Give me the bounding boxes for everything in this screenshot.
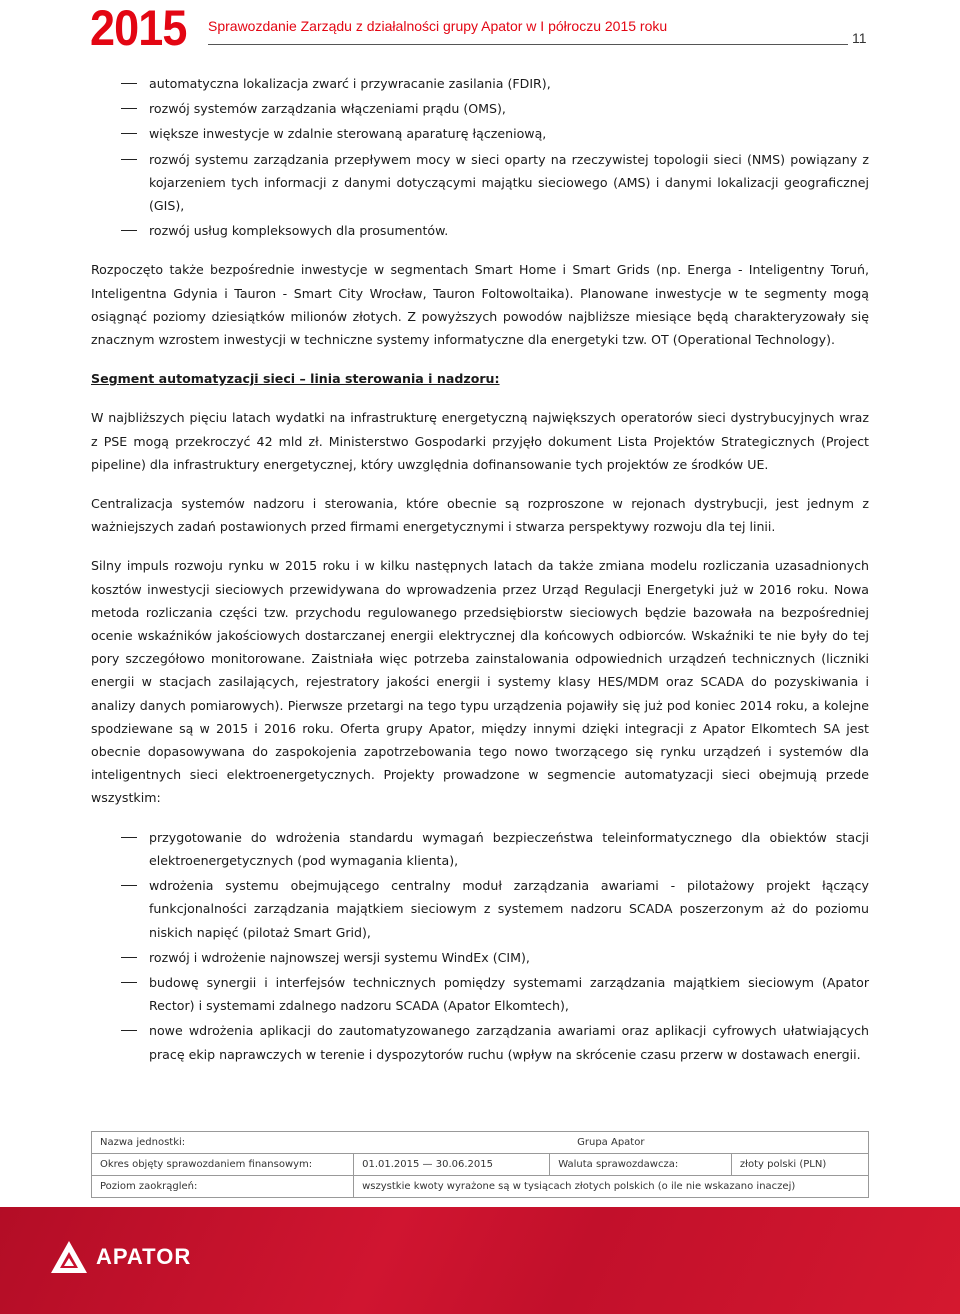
list-item: rozwój systemu zarządzania przepływem mocy w sieci oparty na rzeczywistej topologii sieci (NMS) powiązany z kojarzeniem tych informacji z danymi dotyczącymi majątku sieciowego (AMS) i danymi lokalizacji geograficznej (GIS), <box>91 148 869 218</box>
report-year: 2015 <box>90 0 187 56</box>
paragraph-infrastructure-spending: W najbliższych pięciu latach wydatki na infrastrukturę energetyczną największych operatorów sieci dystrybucyjnych wraz z PSE mogą przekroczyć 42 mld zł. Ministerstwo Gospodarki przyjęło dokument Lista Projektów Strategicznych (Project pipeline) dla infrastruktury energetycznej, który uwzględnia dofinansowanie tych projektów ze środków UE. <box>91 410 869 472</box>
dash-bullet-icon <box>121 957 137 958</box>
rounding-value: wszystkie kwoty wyrażone są w tysiącach złotych polskich (o ile nie wskazano inaczej) <box>354 1176 869 1198</box>
document-body <box>91 72 869 1082</box>
dash-bullet-icon <box>121 83 137 84</box>
table-row <box>92 1132 869 1154</box>
paragraph-centralization: Centralizacja systemów nadzoru i sterowania, które obecnie są rozproszone w rejonach dystrybucji, jest jednym z ważniejszych zadań postawionych przed firmami energetycznymi i stwarza perspektywy rozwoju dla tej linii. <box>91 496 869 535</box>
list-item: rozwój i wdrożenie najnowszej wersji systemu WindEx (CIM), <box>91 946 869 969</box>
entity-value: Grupa Apator <box>354 1132 869 1154</box>
paragraph-smart-grid-investments: Rozpoczęto także bezpośrednie inwestycje w segmentach Smart Home i Smart Grids (np. Energa - Inteligentny Toruń, Inteligentna Gdynia i Tauron - Smart City Wrocław, Tauron Foltowoltaika). Planowane inwestycje w te segmenty mogą osiągnąć poziomy dziesiątków milionów złotych. Z powyższych powodów najbliższe miesiące będą charakteryzowały się znacznym wzrostem inwestycji w techniczne systemy informatyczne dla energetyki tzw. OT (Operational Technology). <box>91 262 869 348</box>
dash-bullet-icon <box>121 982 137 983</box>
dash-bullet-icon <box>121 885 137 886</box>
list-item: przygotowanie do wdrożenia standardu wymagań bezpieczeństwa teleinformatycznego dla obiektów stacji elektroenergetycznych (pod wymagania klienta), <box>91 826 869 872</box>
bullet-list-grid-solutions <box>91 72 869 242</box>
list-item: większe inwestycje w zdalnie sterowaną aparaturę łączeniową, <box>91 122 869 145</box>
period-value: 01.01.2015 — 30.06.2015 <box>354 1154 550 1176</box>
dash-bullet-icon <box>121 837 137 838</box>
page-number: 11 <box>852 30 867 46</box>
table-row <box>92 1154 869 1176</box>
dash-bullet-icon <box>121 230 137 231</box>
list-item: rozwój systemów zarządzania włączeniami prądu (OMS), <box>91 97 869 120</box>
rounding-label: Poziom zaokrągleń: <box>92 1176 354 1198</box>
currency-label: Waluta sprawozdawcza: <box>550 1154 732 1176</box>
list-item: nowe wdrożenia aplikacji do zautomatyzowanego zarządzania awariami oraz aplikacji cyfrowych ułatwiających pracę ekip naprawczych w terenie i dyspozytorów ruchu (wpływ na skrócenie czasu przerw w dostawach energii. <box>91 1019 869 1065</box>
list-item: wdrożenia systemu obejmującego centralny moduł zarządzania awariami - pilotażowy projekt łączący funkcjonalności zarządzania majątkiem sieciowym z systemem nadzoru SCADA poszerzonym aż do poziomu niskich napięć (pilotaż Smart Grid), <box>91 874 869 944</box>
logo-wordmark: APATOR <box>96 1244 192 1269</box>
dash-bullet-icon <box>121 133 137 134</box>
bullet-list-projects <box>91 826 869 1066</box>
entity-label: Nazwa jednostki: <box>92 1132 354 1154</box>
paragraph-market-impulse: Silny impuls rozwoju rynku w 2015 roku i w kilku następnych latach da także zmiana modelu rozliczania uzasadnionych kosztów inwestycji sieciowych przewidywana do wprowadzenia przez Urząd Regulacji Energetyki już w 2016 roku. Nowa metoda rozliczania części tzw. przychodu regulowanego przedsiębiorstw sieciowych będzie bazowała na bezpośredniej ocenie wskaźników jakościowych dostarczanej energii elektrycznej dla końcowych odbiorców. Wskaźniki te nie były do tej pory szczegółowo monitorowane. Zaistniała więc potrzeba zainstalowania odpowiednich urządzeń technicznych (liczniki energii w stacjach zasilających, rejestratory jakości energii i systemy klasy HES/MDM oraz SCADA do pozyskiwania i analizy danych pomiarowych). Pierwsze przetargi na tego typu urządzenia pojawiły się już pod koniec 2014 roku, a kolejne spodziewane są w 2015 i 2016 roku. Oferta grupy Apator, między innymi dzięki integracji z Apator Elkomtech SA jest obecnie dopasowywana do zaspokojenia zapotrzebowania tego nowo tworzącego się rynku urządzeń i systemów dla inteligentnych sieci elektroenergetycznych. Projekty prowadzone w segmencie automatyzacji sieci obejmują przede wszystkim: <box>91 558 869 806</box>
list-item: automatyczna lokalizacja zwarć i przywracanie zasilania (FDIR), <box>91 72 869 95</box>
list-item: budowę synergii i interfejsów technicznych pomiędzy systemami zarządzania majątkiem sieciowym (Apator Rector) i systemami zdalnego nadzoru SCADA (Apator Elkomtech), <box>91 971 869 1017</box>
report-title: Sprawozdanie Zarządu z działalności grupy Apator w I półroczu 2015 roku <box>208 18 668 34</box>
table-row <box>92 1176 869 1198</box>
section-heading: Segment automatyzacji sieci – linia sterowania i nadzoru: <box>91 371 500 387</box>
period-label: Okres objęty sprawozdaniem finansowym: <box>92 1154 354 1176</box>
report-info-table <box>91 1131 869 1198</box>
apator-triangle-logo-icon <box>50 1240 88 1274</box>
apator-logo <box>50 1240 191 1274</box>
currency-value: złoty polski (PLN) <box>731 1154 868 1176</box>
dash-bullet-icon <box>121 1030 137 1031</box>
dash-bullet-icon <box>121 159 137 160</box>
header-divider <box>208 44 848 45</box>
list-item: rozwój usług kompleksowych dla prosumentów. <box>91 219 869 242</box>
dash-bullet-icon <box>121 108 137 109</box>
